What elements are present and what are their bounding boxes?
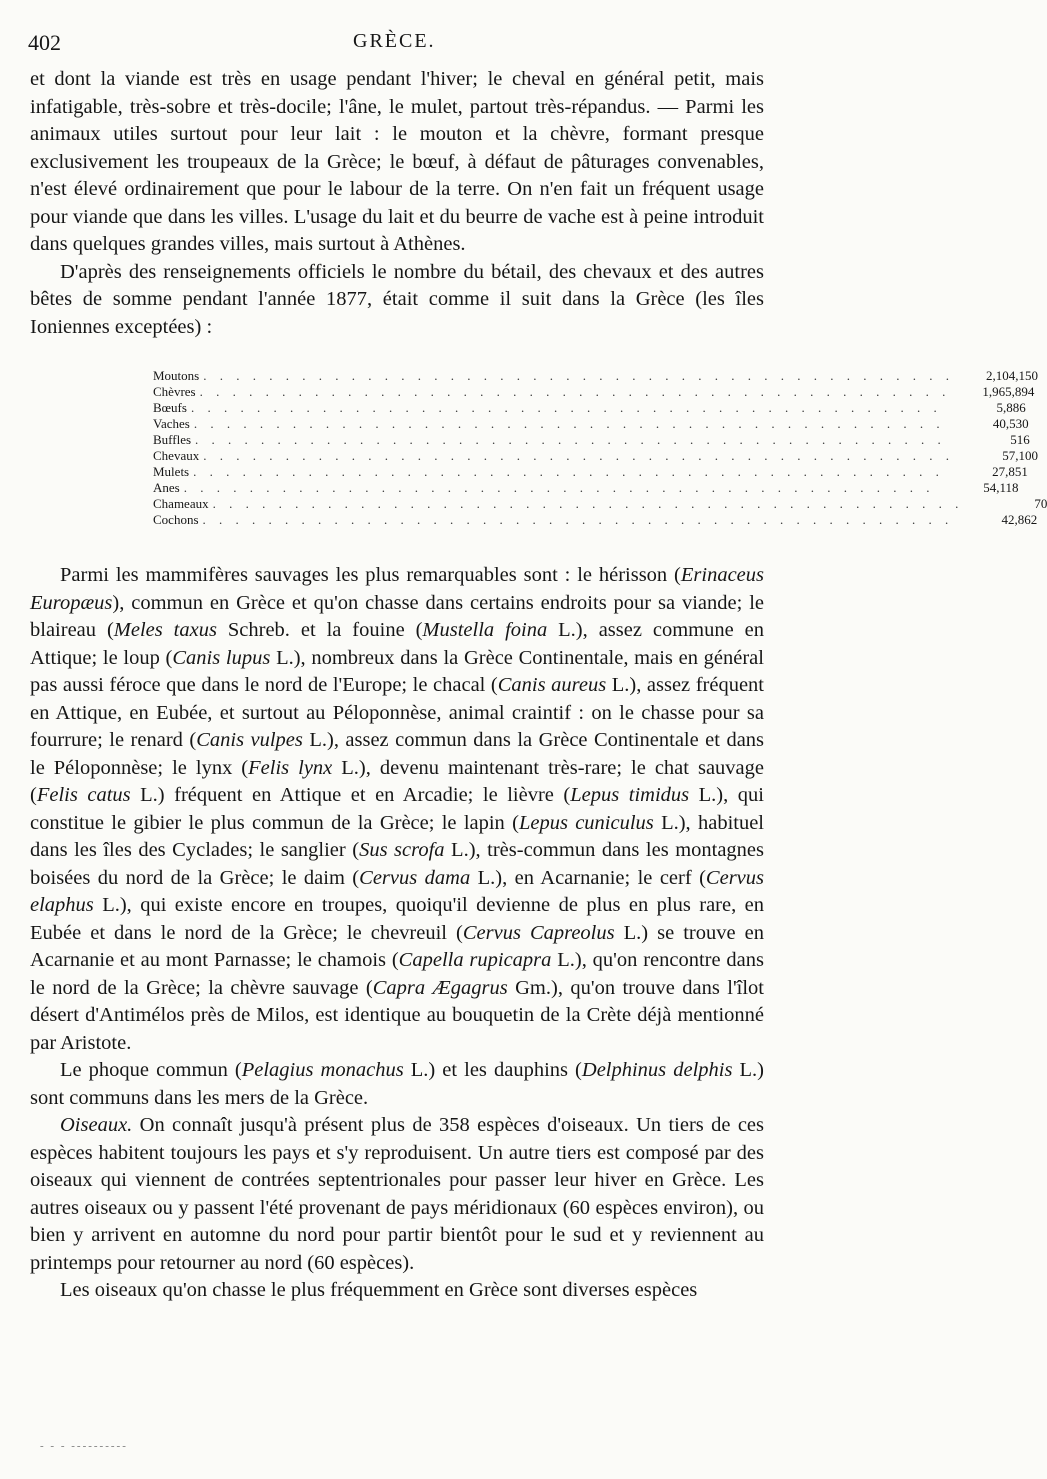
text-run: L.), assez fréquent en Attique, en Eubée, et surtout au Péloponnèse, animal craintif : on le chasse pour sa fourrure; le renard ( [30,674,765,751]
dot-leader: . . . . . . . . . . . . . . . . . . . . . . . . . . . . . . . . . . . . . . . . . . . . . . [190,400,942,415]
animal-name: Bœufs [153,400,187,415]
animal-count: 5,886 [996,400,1026,415]
species-name: Cervus Capreolus [462,921,615,944]
livestock-table [153,368,1047,528]
intro-section [30,66,764,341]
last-line: Les oiseaux qu'on chasse le plus fréquemment en Grèce sont diverses espèces [60,1279,698,1301]
species-name: Canis aureus [497,674,607,696]
livestock-row [153,400,1026,416]
species-name: Mustella foina [422,619,548,641]
livestock-row [153,448,1038,464]
animal-name: Chevaux [153,448,200,463]
dot-leader: . . . . . . . . . . . . . . . . . . . . . . . . . . . . . . . . . . . . . . . . . . . . . . [193,464,944,479]
animal-count: 70 [1034,496,1047,511]
livestock-row [153,496,1047,512]
page-number: 402 [28,30,61,55]
animal-count: 57,100 [1002,448,1038,463]
animal-name: Moutons [153,368,200,383]
seals-paragraph [30,1057,764,1112]
text-run: L.), assez commune en Attique; le loup ( [30,619,764,669]
livestock-row [153,384,1035,400]
dot-leader: . . . . . . . . . . . . . . . . . . . . . . . . . . . . . . . . . . . . . . . . . . . . . . [212,496,964,511]
species-name: Canis vulpes [196,729,303,751]
animal-count: 42,862 [1001,512,1038,527]
animal-name: Cochons [153,512,199,527]
livestock-row [153,416,1029,432]
dot-leader: . . . . . . . . . . . . . . . . . . . . . . . . . . . . . . . . . . . . . . . . . . . . . . [203,368,954,383]
animal-name: Mulets [153,464,190,479]
livestock-row [153,464,1028,480]
intro-paragraph: et dont la viande est très en usage pendant l'hiver; le cheval en général petit, mais infatigable, très-sobre et très-docile; l'âne, le mulet, partout très-répandus. — Parmi les animaux utiles surtout pour leur lait : le mouton et la chèvre, formant presque exclusivement les troupeaux de la Grèce; le bœuf, à défaut de pâturages convenables, n'est élevé ordinairement que pour le labour de la terre. On n'en fait un fréquent usage pour viande que dans les villes. L'usage du lait et du beurre de vache est à peine introduit dans quelques grandes villes, mais surtout à Athènes. [30,68,764,255]
livestock-row [153,512,1038,528]
text-run: Le phoque commun ( [60,1059,242,1081]
species-name: Pelagius monachus [241,1059,404,1081]
animal-count: 1,965,894 [982,384,1035,399]
text-run: L.), qu'on rencontre dans le nord de la Grèce; la chèvre sauvage ( [30,949,764,999]
dot-leader: . . . . . . . . . . . . . . . . . . . . . . . . . . . . . . . . . . . . . . . . . . . . . . [193,416,945,431]
text-run: Schreb. et la fouine ( [216,619,423,641]
birds-heading: Oiseaux. [60,1114,133,1136]
text-run: Gm.), qu'on trouve dans l'îlot désert d'Antimélos près de Milos, est identique au bouquetin de la Crète déjà mentionné par Aristote. [30,976,764,1054]
animal-name: Anes [153,480,180,495]
text-run: L.), devenu maintenant très-rare; le chat sauvage ( [30,756,764,806]
mammals-section [30,562,764,1305]
species-name: Cervus elaphus [30,866,764,916]
text-run: L.), habituel dans les îles des Cyclades; le sanglier ( [30,811,764,861]
animal-name: Vaches [153,416,190,431]
running-title: GRÈCE. [353,30,436,52]
dot-leader: . . . . . . . . . . . . . . . . . . . . . . . . . . . . . . . . . . . . . . . . . . . . . . [203,448,954,463]
census-paragraph: D'après des renseignements officiels le nombre du bétail, des chevaux et des autres bêtes de somme pendant l'année 1877, était comme il suit dans la Grèce (les îles Ioniennes exceptées) : [30,260,764,338]
footer-dashes: - - - ---------- [40,1440,128,1452]
dot-leader: . . . . . . . . . . . . . . . . . . . . . . . . . . . . . . . . . . . . . . . . . . . . . . [202,512,954,527]
species-name: Felis lynx [248,756,333,779]
animal-name: Chèvres [153,384,196,399]
text-run: L.), qui constitue le gibier le plus commun de la Grèce; le lapin ( [30,784,764,834]
animal-count: 40,530 [992,416,1029,431]
text-run: L.) sont communs dans les mers de la Grèce. [30,1059,764,1109]
animal-name: Buffles [153,432,192,447]
livestock-row [153,432,1030,448]
text-run: L.), qui existe encore en troupes, quoiqu'il devienne de plus en plus rare, en Eubée et dans le nord de la Grèce; le chevreuil ( [30,894,764,944]
species-name: Sus scrofa [359,839,445,861]
livestock-row [153,368,1038,384]
text-run: L.), très-commun dans les montagnes boisées du nord de la Grèce; le daim ( [30,839,765,889]
mammals-paragraph [30,562,764,1057]
animal-count: 2,104,150 [985,368,1038,383]
dot-leader: . . . . . . . . . . . . . . . . . . . . . . . . . . . . . . . . . . . . . . . . . . . . . . [183,480,935,495]
animal-count: 516 [1010,432,1030,447]
species-name: Meles taxus [113,619,217,641]
livestock-row [153,480,1019,496]
dot-leader: . . . . . . . . . . . . . . . . . . . . . . . . . . . . . . . . . . . . . . . . . . . . . . [199,384,951,399]
species-name: Felis catus [36,784,131,806]
text-run: L.), nombreux dans la Grèce Continentale, mais en général pas aussi féroce que dans le nord de l'Europe; le chacal ( [30,646,764,696]
text-run: L.), assez commun dans la Grèce Continentale et dans le Péloponnèse; le lynx ( [30,729,765,779]
dot-leader: . . . . . . . . . . . . . . . . . . . . . . . . . . . . . . . . . . . . . . . . . . . . . . [195,432,946,447]
text-run: ), commun en Grèce et qu'on chasse dans certains endroits pour sa viande; le blaireau ( [30,591,764,641]
animal-count: 54,118 [983,480,1019,495]
species-name: Canis lupus [172,646,271,669]
text-run: L.), en Acarnanie; le cerf ( [470,866,706,889]
birds-paragraph [30,1112,764,1277]
page-header [28,30,760,60]
species-name: Lepus timidus [570,784,690,806]
species-name: Capella rupicapra [398,949,552,971]
text-run: On connaît jusqu'à présent plus de 358 espèces d'oiseaux. Un tiers de ces espèces habitent toujours les pays et s'y reproduisent. Un autre tiers est composé par des oiseaux qui viennent de contrées septentrionales pour passer leur hiver en Grèce. Les autres oiseaux ou y passent l'été provenant de pays méridionaux (60 espèces environ), ou bien y arrivent en automne du nord pour partir bientôt pour le sud et y reviennent au printemps pour retourner au nord (60 espèces). [30,1114,764,1274]
text-run: L.) se trouve en Acarnanie et au mont Parnasse; le chamois ( [30,921,764,971]
animal-count: 27,851 [992,464,1028,479]
text-run: L.) fréquent en Attique et en Arcadie; le lièvre ( [130,784,571,806]
species-name: Cervus dama [359,866,471,889]
text-run: L.) et les dauphins ( [403,1059,582,1081]
text-run: Parmi les mammifères sauvages les plus remarquables sont : le hérisson ( [60,564,681,586]
animal-name: Chameaux [153,496,209,511]
species-name: Capra Ægagrus [372,976,508,999]
species-name: Erinaceus Europæus [30,564,764,614]
species-name: Lepus cuniculus [518,811,654,834]
species-name: Delphinus delphis [581,1059,733,1081]
